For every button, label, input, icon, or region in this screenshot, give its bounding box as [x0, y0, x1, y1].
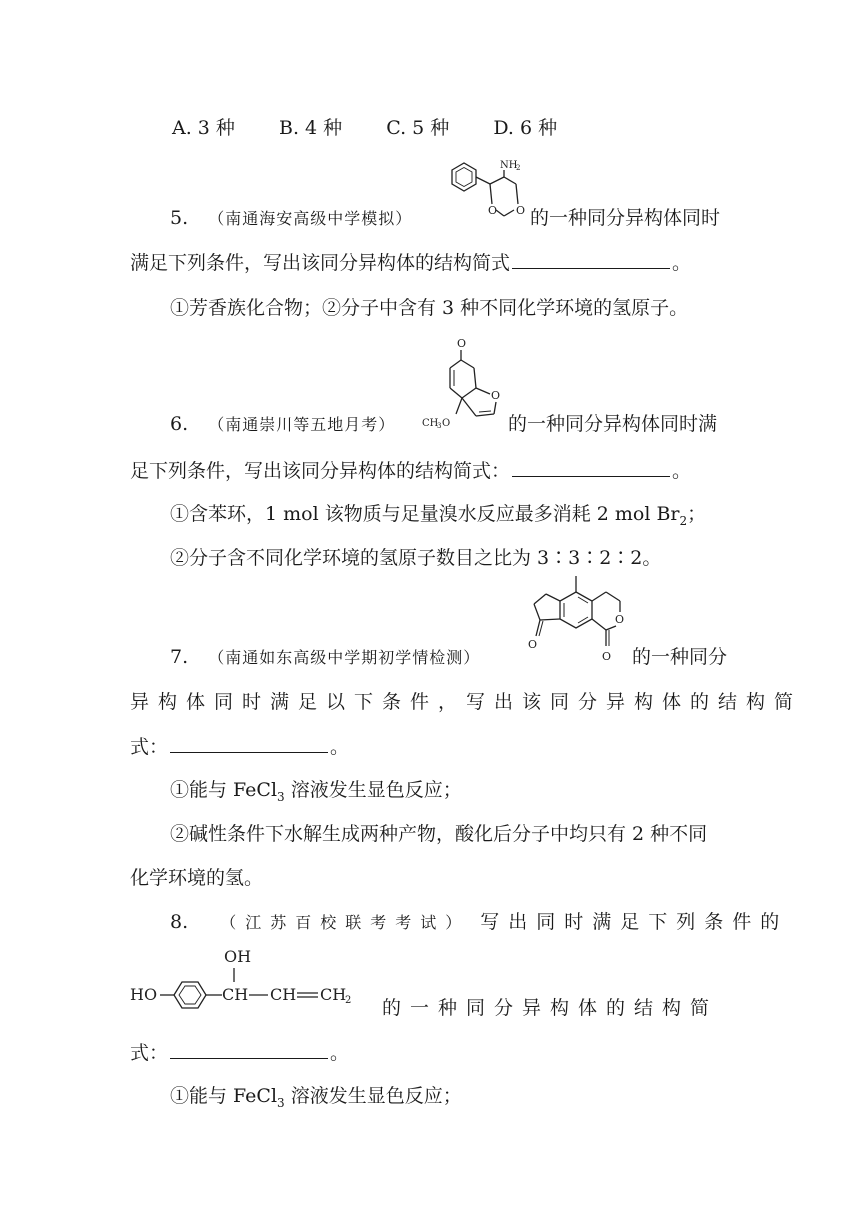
q8-structure: [130, 944, 370, 1014]
q5-conditions: ①芳香族化合物；②分子中含有 3 种不同化学环境的氢原子。: [170, 297, 689, 319]
q4-option-b: B. 4 种: [278, 117, 343, 139]
q6-condition-1-end: ；: [687, 503, 707, 525]
q6-condition-1: [170, 502, 706, 526]
q6-source: （南通崇川等五地月考）: [208, 415, 396, 434]
q7-line-3-text: 式：: [130, 736, 169, 758]
q6-number: 6.: [170, 413, 189, 435]
q6-methoxy-ch: CH: [422, 418, 439, 429]
q4-option-a: A. 3 种: [172, 117, 235, 139]
q7-condition-1-text: ①能与 FeCl: [170, 779, 278, 801]
q5-answer-blank: [512, 250, 670, 269]
q7-line-3-end: 。: [330, 736, 350, 758]
q4-option-d: D. 6 种: [493, 117, 558, 139]
q8-line-3-text: 式：: [130, 1042, 169, 1064]
q8-line-3: [130, 1040, 349, 1065]
q7-condition-2-line-1: ②碱性条件下水解生成两种产物，酸化后分子中均只有 2 种不同: [170, 823, 708, 845]
q7-structure: [524, 572, 634, 664]
q6-line-1: [170, 412, 395, 437]
q8-line-3-end: 。: [330, 1042, 350, 1064]
q7-oxygen-2: O: [615, 613, 625, 626]
q5-source: （南通海安高级中学模拟）: [208, 209, 413, 228]
q7-text-after-structure: 的一种同分: [632, 646, 728, 668]
q8-ch-end-subscript: 2: [345, 995, 352, 1006]
q5-oxygen-1: O: [488, 204, 498, 217]
q5-nh2-label: NH: [500, 160, 518, 171]
q7-condition-1-end: 溶液发生显色反应；: [284, 779, 462, 801]
q8-number: 8.: [170, 911, 189, 933]
q6-answer-blank: [512, 458, 670, 477]
q6-line-2: [130, 458, 691, 483]
q8-ch-label: CH: [222, 985, 249, 1004]
q8-text-after-structure: 的一种同分异构体的结构简: [382, 997, 719, 1019]
q8-line-1: [170, 910, 788, 935]
q7-line-2: 异构体同时满足以下条件，写出该同分异构体的结构简: [130, 691, 803, 713]
q6-methoxy-o: O: [442, 418, 451, 429]
q7-answer-blank: [170, 734, 328, 753]
q6-methoxy-subscript: 3: [437, 422, 442, 430]
q5-line-1: [170, 206, 412, 231]
q7-line-3: [130, 734, 349, 759]
q7-condition-2-line-2: 化学环境的氢。: [130, 867, 264, 889]
q6-structure: [422, 334, 522, 434]
q6-ketone-oxygen: O: [457, 337, 467, 350]
q5-structure: [440, 160, 536, 224]
q5-line-2-text: 满足下列条件，写出该同分异构体的结构简式: [130, 252, 511, 274]
q6-ring-oxygen: O: [491, 389, 501, 402]
q6-line-2-text: 足下列条件，写出该同分异构体的结构简式：: [130, 460, 511, 482]
q8-source: （江苏百校联考考试）: [220, 913, 471, 932]
q7-number: 7.: [170, 646, 189, 668]
q6-condition-2: ②分子含不同化学环境的氢原子数目之比为 3∶3∶2∶2。: [170, 547, 662, 569]
q5-number: 5.: [170, 207, 189, 229]
q7-condition-1-subscript: 3: [277, 789, 285, 804]
q6-condition-1-subscript: 2: [679, 513, 688, 528]
q8-ch2-label: CH: [270, 985, 297, 1004]
q8-answer-blank: [170, 1040, 328, 1059]
q5-nh2-subscript: 2: [516, 164, 521, 172]
q6-text-after-structure: 的一种同分异构体同时满: [508, 413, 718, 435]
q7-source: （南通如东高级中学期初学情检测）: [208, 648, 481, 667]
q8-condition-1-text: ①能与 FeCl: [170, 1085, 278, 1107]
q5-line-2: [130, 250, 691, 275]
q5-line-2-end: 。: [672, 252, 692, 274]
q8-oh-label: OH: [224, 947, 252, 966]
q5-text-after-structure: 的一种同分异构体同时: [530, 207, 721, 229]
q8-line-1-text: 写出同时满足下列条件的: [480, 911, 789, 933]
q7-condition-1: [170, 778, 462, 802]
q5-oxygen-2: O: [516, 204, 526, 217]
q8-condition-1-subscript: 3: [277, 1095, 285, 1110]
q8-condition-1-end: 溶液发生显色反应；: [284, 1085, 462, 1107]
q7-oxygen-1: O: [528, 638, 538, 651]
q8-condition-1: [170, 1084, 462, 1108]
q7-line-1: [170, 645, 480, 670]
q6-condition-1-text: ①含苯环，1 mol 该物质与足量溴水反应最多消耗 2 mol Br: [170, 503, 680, 525]
q4-option-c: C. 5 种: [386, 117, 450, 139]
q6-line-2-end: 。: [672, 460, 692, 482]
q4-options: [172, 116, 595, 140]
q8-ch-end-label: CH: [320, 985, 347, 1004]
q7-oxygen-3: O: [602, 650, 612, 663]
q8-ho-label: HO: [130, 985, 158, 1004]
